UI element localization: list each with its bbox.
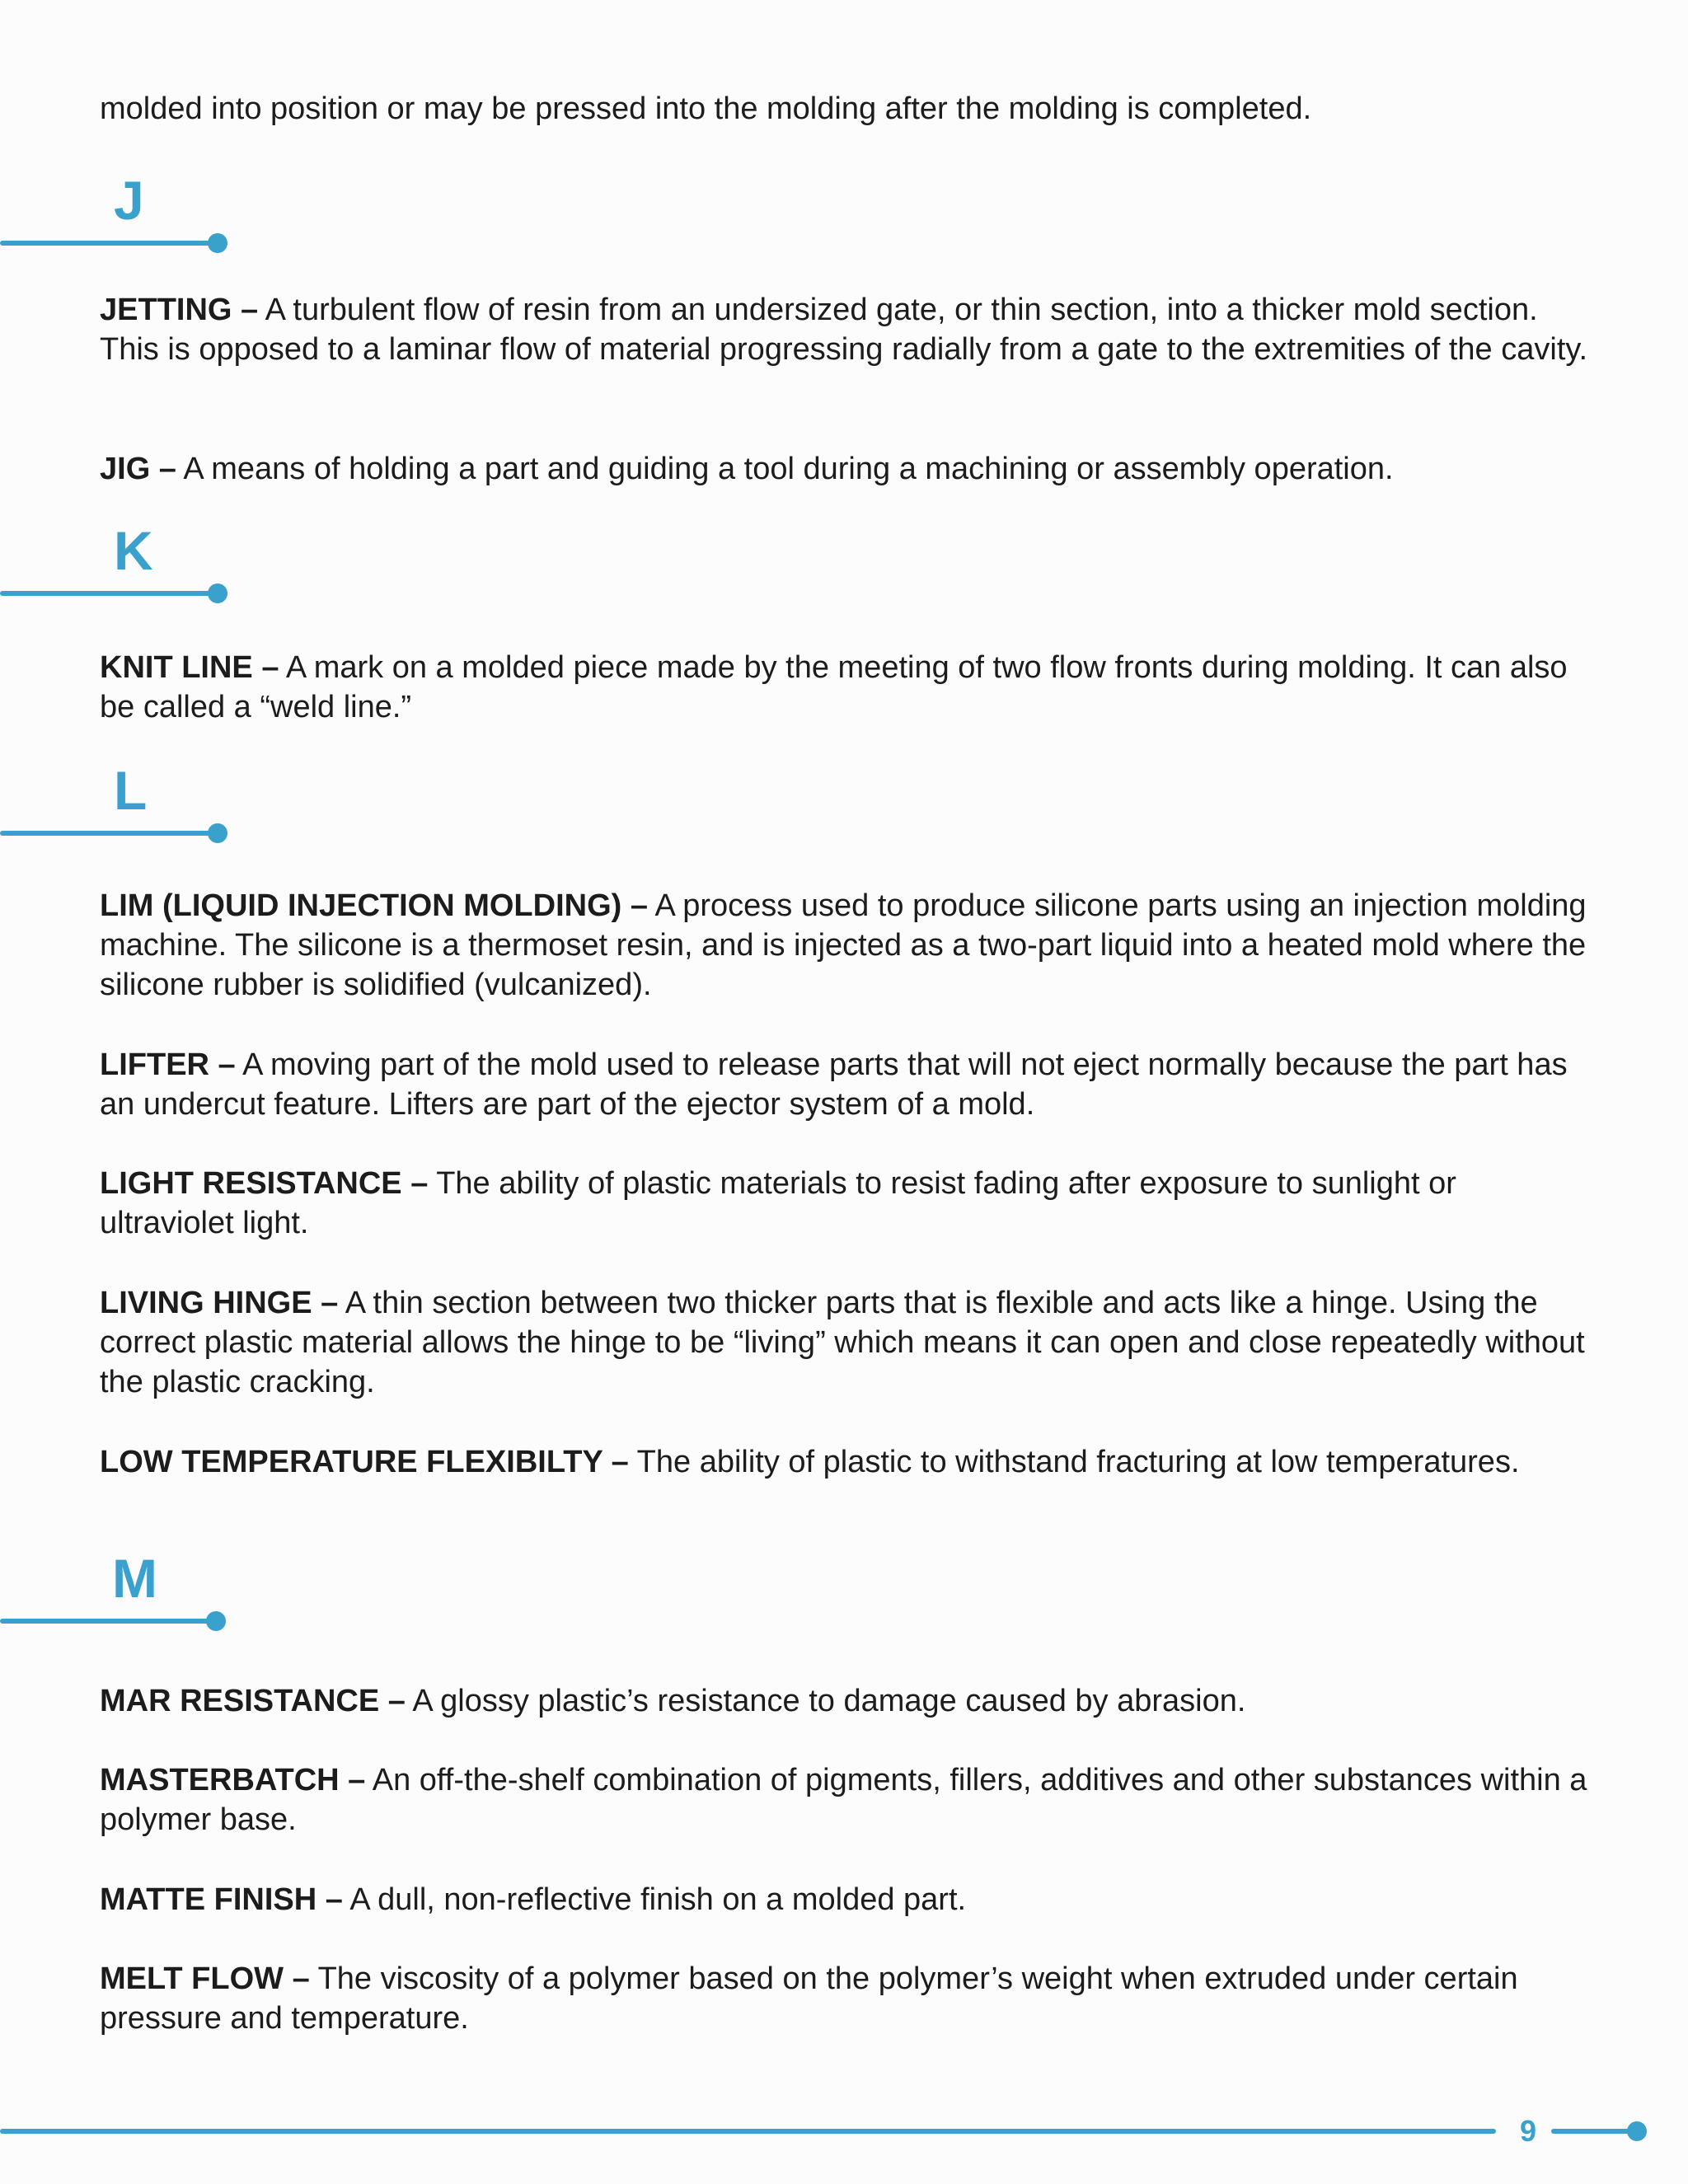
section-letter-m: M <box>112 1548 157 1609</box>
glossary-entry-melt-flow <box>100 1959 1592 2038</box>
section-rule <box>0 241 216 246</box>
glossary-entry-jetting <box>100 290 1592 369</box>
continued-definition-text: molded into position or may be pressed into the molding after the molding is completed. <box>100 91 1312 126</box>
glossary-entry-mar-resistance <box>100 1681 1592 1721</box>
entry-definition: A thin section between two thicker parts that is flexible and acts like a hinge. Using the correct plastic material allows the hinge to be “living” which means it can open and close repeatedly without the plastic cracking. <box>100 1286 1585 1399</box>
section-letter-j: J <box>114 170 144 231</box>
entry-term: LOW TEMPERATURE FLEXIBILTY – <box>100 1445 629 1479</box>
entry-definition: A means of holding a part and guiding a tool during a machining or assembly operation. <box>176 452 1394 486</box>
glossary-entry-masterbatch <box>100 1760 1592 1840</box>
entry-definition: A glossy plastic’s resistance to damage caused by abrasion. <box>405 1684 1246 1718</box>
entry-definition: The viscosity of a polymer based on the polymer’s weight when extruded under certain pressure and temperature. <box>100 1961 1518 2036</box>
glossary-entry-low-temperature-flexibility <box>100 1442 1592 1482</box>
section-header-j <box>0 171 239 262</box>
entry-definition: A moving part of the mold used to release parts that will not eject normally because the part has an undercut feature. Lifters are part of the ejector system of a mold. <box>100 1047 1568 1122</box>
page-number: 9 <box>1519 2114 1537 2148</box>
section-letter-l: L <box>114 760 148 821</box>
entry-definition: The ability of plastic to withstand fracturing at low temperatures. <box>628 1445 1520 1479</box>
section-rule <box>0 591 216 596</box>
section-rule <box>0 1619 216 1624</box>
entry-definition: An off-the-shelf combination of pigments, fillers, additives and other substances within a polymer base. <box>100 1763 1587 1837</box>
entry-definition: A turbulent flow of resin from an undersized gate, or thin section, into a thicker mold section. This is opposed to a laminar flow of material progressing radially from a gate to the extremities of the cavity. <box>100 293 1588 367</box>
entry-term: JETTING – <box>100 293 259 327</box>
section-header-l <box>0 762 239 852</box>
entry-term: LIFTER – <box>100 1047 236 1082</box>
entry-term: LIVING HINGE – <box>100 1286 339 1320</box>
footer-rule-right <box>1551 2129 1634 2134</box>
section-header-k <box>0 522 239 612</box>
section-rule-end-dot <box>208 233 227 253</box>
footer-rule-end-dot <box>1627 2121 1647 2141</box>
glossary-entry-lifter <box>100 1045 1592 1124</box>
entry-definition: A dull, non-reflective finish on a molded part. <box>342 1882 967 1917</box>
entry-term: LIGHT RESISTANCE – <box>100 1166 429 1201</box>
entry-definition: A mark on a molded piece made by the meeting of two flow fronts during molding. It can also be called a “weld line.” <box>100 650 1568 724</box>
section-rule <box>0 831 216 836</box>
section-rule-end-dot <box>208 823 227 843</box>
entry-term: MATTE FINISH – <box>100 1882 343 1917</box>
glossary-entry-knit-line <box>100 648 1592 727</box>
entry-definition: A process used to produce silicone parts using an injection molding machine. The silicone is a thermoset resin, and is injected as a two-part liquid into a heated mold where the silicone rubber is solidified (vulcanized). <box>100 888 1587 1002</box>
glossary-entry-light-resistance <box>100 1164 1592 1243</box>
entry-term: LIM (LIQUID INJECTION MOLDING) – <box>100 888 648 923</box>
glossary-entry-jig <box>100 449 1592 489</box>
entry-definition: The ability of plastic materials to resist fading after exposure to sunlight or ultraviolet light. <box>100 1166 1456 1240</box>
section-header-m <box>0 1549 239 1640</box>
entry-term: MAR RESISTANCE – <box>100 1684 406 1718</box>
glossary-entry-lim <box>100 886 1592 1005</box>
entry-term: KNIT LINE – <box>100 650 279 685</box>
glossary-entry-living-hinge <box>100 1283 1592 1402</box>
footer-rule <box>0 2129 1496 2134</box>
entry-term: JIG – <box>100 452 176 486</box>
section-rule-end-dot <box>206 1611 226 1631</box>
section-letter-k: K <box>114 520 153 581</box>
entry-term: MELT FLOW – <box>100 1961 310 1996</box>
glossary-entry-matte-finish <box>100 1880 1592 1919</box>
section-rule-end-dot <box>208 583 227 603</box>
entry-term: MASTERBATCH – <box>100 1763 366 1797</box>
